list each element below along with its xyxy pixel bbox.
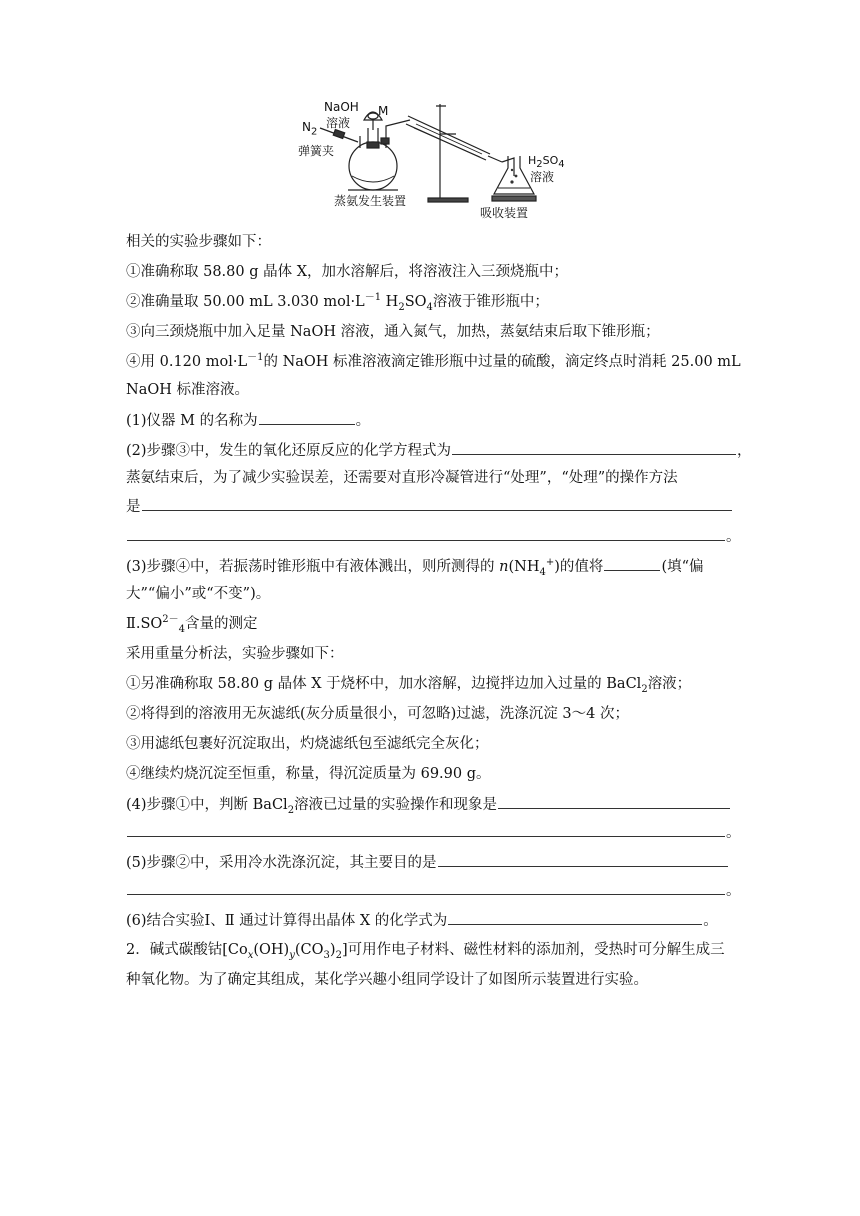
question-2: (2)步骤③中，发生的氧化还原反应的化学方程式为 ，: [126, 440, 736, 461]
question-4: (4)步骤①中，判断 BaCl$_2$溶液已过量的实验操作和现象是: [126, 794, 736, 815]
figure-label-absorber: 吸收装置: [480, 206, 529, 220]
question-1: (1)仪器 M 的名称为 。: [126, 410, 736, 431]
figure-label-spring-clip: 弹簧夹: [298, 144, 335, 158]
answer-blank[interactable]: [127, 822, 725, 837]
figure-label-naoh: NaOH: [324, 100, 359, 114]
answer-blank[interactable]: [498, 794, 730, 809]
three-neck-flask: [349, 142, 397, 190]
answer-blank[interactable]: [259, 410, 355, 425]
answer-blank[interactable]: [448, 910, 702, 925]
answer-blank[interactable]: [604, 556, 660, 571]
text-line-18: ③用滤纸包裹好沉淀取出，灼烧滤纸包至滤纸完全灰化；: [126, 736, 489, 752]
text-line-15: 采用重量分析法，实验步骤如下：: [126, 646, 344, 662]
figure-label-naoh-solution: 溶液: [326, 116, 351, 130]
text-line-1: 相关的实验步骤如下：: [126, 234, 271, 250]
text-line-9: 蒸氨结束后，为了减少实验误差，还需要对直形冷凝管进行“处理”，“处理”的操作方法: [126, 470, 678, 486]
text-line-3: ②准确量取 50.00 mL 3.030 $mol\cdot L^{-1}$ $H_2SO_4$溶液于锥形瓶中；: [126, 292, 549, 313]
question-5: (5)步骤②中，采用冷水洗涤沉淀，其主要目的是: [126, 852, 736, 873]
answer-blank[interactable]: [127, 880, 725, 895]
text-line-16: ①另准确称取 58.80 g 晶体 X 于烧杯中，加水溶解，边搅拌边加入过量的 BaCl$_2$溶液；: [126, 676, 692, 695]
text-line-4: ③向三颈烧瓶中加入足量 NaOH 溶液，通入氮气，加热，蒸氨结束后取下锥形瓶；: [126, 324, 660, 340]
text-line-23: 。: [126, 880, 736, 901]
answer-blank[interactable]: [452, 440, 736, 455]
text-line-5: ④用 0.120 $mol\cdot L^{-1}$的 NaOH 标准溶液滴定锥形瓶中过量的硫酸，滴定终点时消耗 25.00 mL: [126, 352, 741, 370]
figure-label-h2so4-solution: 溶液: [530, 170, 555, 184]
figure-label-generator: 蒸氨发生装置: [334, 194, 407, 208]
question-3: (3)步骤④中，若振荡时锥形瓶中有液体溅出，则所测得的 $n(NH_4^+)$的值将 (填“偏: [126, 557, 704, 578]
text-line-17: ②将得到的溶液用无灰滤纸(灰分质量很小，可忽略)过滤，洗涤沉淀 3～4 次；: [126, 706, 629, 722]
apparatus-figure: [290, 98, 580, 220]
problem-2-line-1: 2．碱式碳酸钴$[Co_x(OH)_y(CO_3)_2]$可用作电子材料、磁性材料的添加剂，受热时可分解生成三: [126, 942, 725, 961]
section-heading-2: $Ⅱ.SO^{2-}_4$含量的测定: [126, 614, 258, 635]
figure-label-n2: $N_2$: [302, 120, 318, 138]
answer-blank[interactable]: [438, 852, 728, 867]
text-line-2: ①准确称取 58.80 g 晶体 X，加水溶解后，将溶液注入三颈烧瓶中；: [126, 264, 569, 280]
answer-blank[interactable]: [142, 496, 732, 511]
figure-label-h2so4: $H_2SO_4$: [528, 154, 565, 171]
question-6: (6)结合实验Ⅰ、Ⅱ 通过计算得出晶体 X 的化学式为 。: [126, 910, 736, 931]
text-line-11: 。: [126, 526, 736, 547]
answer-blank[interactable]: [127, 526, 725, 541]
text-line-10: 是: [126, 496, 736, 517]
text-line-21: 。: [126, 822, 736, 843]
text-line-19: ④继续灼烧沉淀至恒重，称量，得沉淀质量为 69.90 g。: [126, 766, 491, 782]
text-line-6: NaOH 标准溶液。: [126, 382, 249, 398]
text-line-13: 大”“偏小”或“不变”)。: [126, 586, 271, 602]
problem-2-line-2: 种氧化物。为了确定其组成，某化学兴趣小组同学设计了如图所示装置进行实验。: [126, 972, 648, 988]
figure-label-m: M: [378, 104, 389, 118]
